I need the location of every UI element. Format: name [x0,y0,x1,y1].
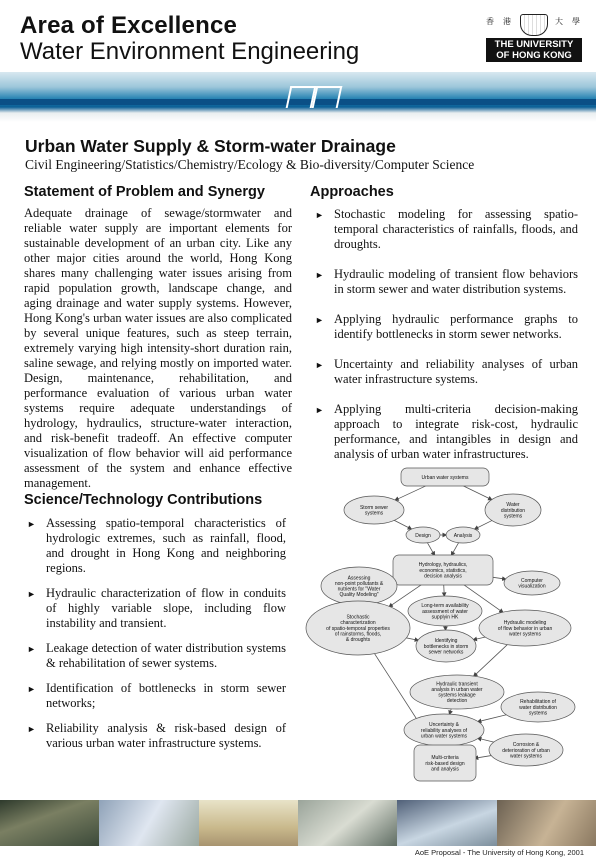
diagram-node-label: Urban water systems [421,474,469,481]
diagram-node-transient [410,675,504,709]
diagram-node-label: Hydraulic modeling [503,620,547,627]
diagram-arrow [462,485,492,500]
diagram-node-label: and analysis [431,766,459,773]
diagram-node-water [485,494,541,526]
diagram-node-label: Quality Modeling" [339,592,379,599]
list-item: ► Assessing spatio-temporal characteristics of hydrologic extremes, such as rainfall, flood, and drought in Hong Kong and neighboring regions. [27,516,286,575]
crest-icon [520,14,548,36]
list-item: ► Reliability analysis & risk-based design of various urban water infrastructure systems. [27,721,286,750]
bullet-icon: ► [315,405,324,415]
diagram-node-label: visualization [518,583,546,590]
university-logo [486,14,582,62]
diagram-node-bottle [416,630,476,662]
diagram-node-label: Hydrology, hydraulics, [418,562,468,569]
diagram-node-uncert [404,714,484,746]
diagram-node-label: Uncertainty & [428,722,460,729]
diagram-node-label: systems leakage [438,692,476,699]
bullet-icon: ► [27,644,36,654]
diagram-node-label: assessment of water [422,608,468,615]
diagram-node-rehab [501,692,575,722]
logo-wordmark: THE UNIVERSITY OF HONG KONG [486,38,582,62]
diagram-node-label: decision analysis [424,573,462,580]
diagram-arrow [449,709,451,715]
diagram-arrow [444,585,445,597]
diagram-node-label: systems [528,710,548,717]
diagram-node-label: Analysis [453,532,473,539]
diagram-node-uws [401,468,489,486]
diagram-node-label: detection [446,698,468,705]
diagram-node-design [406,527,440,543]
list-item: ► Uncertainty and reliability analyses of urban water infrastructure systems. [315,357,578,386]
logo-chinese: 香 港 大 學 [486,17,580,26]
bullet-icon: ► [27,684,36,694]
diagram-node-label: non-point pollutants & [334,581,384,587]
list-item: ► Identification of bottlenecks in storm sewer networks; [27,681,286,710]
problem-text: Adequate drainage of sewage/stormwater and reliable water supply are important elements for sustainable development of an urban city. Like any other major cities around the world, Hong Kong shares many challenging water issues arising from rapid population growth, landscape change, and aging drainage and water supply systems. However, Hong Kong's urban water issues are also complicated by several unique features, such as steep terrain, extremely varying high intensity-short duration rain, saline sewage, and relying mostly on imported water. Design, maintenance, rehabilitation, and performance evaluation of various urban water systems require adequate understandings of hydrology, hydraulics, structure-water interaction, and risk-benefit tradeoff. An effective computer visualization of flow behavior will aid performance assessment of the system and enhance effective management. [24,206,292,490]
diagram-node-label: & droughts [345,637,371,643]
diagram-node-label: urban water systems [420,733,468,740]
bullet-icon: ► [315,315,324,325]
diagram-node-label: analysis in urban water [431,687,483,693]
diagram-arrow [395,485,428,500]
diagram-arrow [474,755,492,758]
contributions-heading: Science/Technology Contributions [24,492,263,508]
diagram-arrow [477,715,507,722]
footer-credit: AoE Proposal - The University of Hong Kong, 2001 [414,848,584,857]
diagram-node-label: distribution [500,507,526,514]
diagram-node-label: water systems [510,753,542,760]
diagram-node-label: Hydraulic transient [436,681,478,688]
diagram-node-label: deterioration of urban [502,747,550,754]
diagram-node-label: Identifying [434,638,458,645]
diagram-node-label: of spatio-temporal properties [326,625,390,632]
diagram-node-label: reliability analyses of [420,727,468,734]
diagram-node-label: of rainstorms, floods, [334,631,382,638]
header-subtitle: Water Environment Engineering [20,38,360,65]
diagram-node-hydro [393,555,493,585]
diagram-node-label: water distribution [519,704,557,711]
poster-subtitle: Civil Engineering/Statistics/Chemistry/Ecology & Bio-diversity/Computer Science [25,157,475,172]
diagram-node-label: of flow behavior in urban [497,625,553,632]
diagram-node-label: Design [415,532,431,539]
diagram-node-compviz [504,571,560,595]
diagram-node-label: Storm sewer [359,505,389,511]
footer-photo [0,800,99,846]
diagram-arrow [451,543,458,556]
diagram-node-label: characterization [340,620,376,627]
approaches-heading: Approaches [310,184,394,200]
footer-photo-strip [0,800,596,846]
list-item: ► Applying multi-criteria decision-making approach to integrate risk-cost, hydraulic performance, and intangibles in design and analysis of urban water infrastructures. [315,402,578,461]
diagram-node-corr [489,734,563,766]
list-item: ► Leakage detection of water distribution systems & rehabilitation of sewer systems. [27,641,286,670]
diagram-node-label: Multi-criteria [431,755,459,762]
diagram-node-stoch [306,601,410,655]
footer-photo [497,800,596,846]
diagram-node-label: Long-term availability [421,603,469,610]
diagram-node-hydmodel [479,610,571,646]
diagram-node-label: nutrients for "Water [337,586,381,593]
list-item: ► Hydraulic modeling of transient flow behaviors in storm sewer and water distribution systems. [315,267,578,296]
diagram-node-label: Water [506,502,520,509]
research-flow-diagram [300,466,590,782]
bullet-icon: ► [27,589,36,599]
diagram-node-label: Rehabilitation of [520,699,556,706]
bullet-icon: ► [315,360,324,370]
diagram-node-label: systems [503,513,523,520]
contributions-list [24,516,286,751]
footer-photo [397,800,496,846]
bullet-icon: ► [315,210,324,220]
diagram-node-label: bottlenecks in storm [423,643,469,650]
diagram-node-label: risk-based design [425,760,465,767]
diagram-node-label: water systems [509,631,541,638]
diagram-node-label: Assessing [347,575,371,582]
diagram-node-storm [344,496,404,524]
diagram-node-longterm [408,596,482,626]
diagram-arrow [427,543,434,556]
diagram-node-assess [321,567,397,605]
diagram-node-label: Computer [521,578,543,584]
header-title: Area of Excellence [20,12,238,39]
diagram-node-label: economics, statistics, [419,567,467,574]
footer-photo [199,800,298,846]
diagram-node-multi [414,745,476,781]
diagram-node-analysis [446,527,480,543]
bullet-icon: ► [27,519,36,529]
diagram-arrow [394,520,412,529]
diagram-arrow [405,638,418,641]
footer-photo [298,800,397,846]
beach-chair-icon [312,86,343,108]
list-item: ► Stochastic modeling for assessing spatio-temporal characteristics of rainfalls, floods, and droughts. [315,207,578,251]
approaches-list [312,207,578,462]
header [0,0,596,72]
diagram-node-label: Corrosion & [512,742,540,749]
list-item: ► Applying hydraulic performance graphs to identify bottlenecks in storm sewer networks. [315,312,578,341]
footer-photo [99,800,198,846]
diagram-arrow [474,644,508,676]
diagram-node-label: sewer networks [428,649,464,656]
bullet-icon: ► [315,270,324,280]
poster-title: Urban Water Supply & Storm-water Drainage [25,136,396,156]
diagram-arrow [474,520,492,529]
diagram-arrow [477,738,494,742]
diagram-arrow [473,637,486,640]
problem-heading: Statement of Problem and Synergy [24,184,265,200]
bullet-icon: ► [27,724,36,734]
diagram-node-label: Stochastic [346,614,370,621]
list-item: ► Hydraulic characterization of flow in conduits of highly variable slope, including flow instability and transient. [27,586,286,630]
diagram-node-label: supplyin HK [431,614,459,621]
diagram-node-label: systems [364,510,384,517]
